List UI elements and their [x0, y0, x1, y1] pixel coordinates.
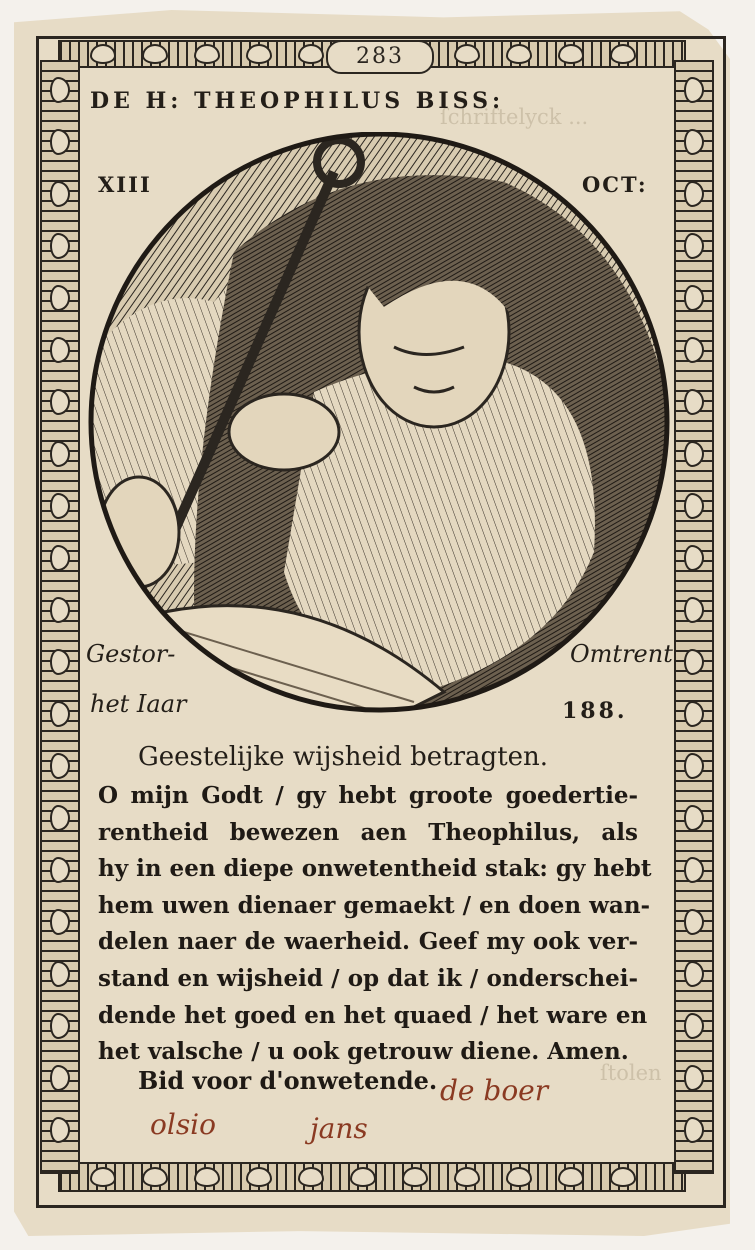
- prayer-heading: Geestelijke wijsheid betragten.: [138, 742, 549, 772]
- date-day: XIII: [98, 172, 152, 197]
- prayer-line: hem uwen dienaer gemaekt / en doen wan-: [98, 891, 651, 919]
- leaf-ornament: [246, 44, 272, 64]
- leaf-ornament: [194, 1167, 220, 1187]
- caption-died-left: Gestor-: [86, 640, 176, 668]
- prayer-line: dende het goed en het quaed / het ware en: [98, 1001, 648, 1029]
- date-month: OCT:: [582, 172, 648, 197]
- prayer-line: het valsche / u ook getrouw diene. Amen.: [98, 1038, 629, 1066]
- leaf-ornament: [454, 1167, 480, 1187]
- prayer-line: O mijn Godt / gy hebt groote goedertie-: [98, 782, 638, 809]
- leaf-ornament: [506, 44, 532, 64]
- leaf-ornament: [350, 1167, 376, 1187]
- handwritten-note-2: olsio: [150, 1108, 216, 1141]
- leaf-ornament: [298, 1167, 324, 1187]
- caption-year-number: 188.: [562, 698, 628, 724]
- caption-the-year: het Iaar: [90, 690, 187, 718]
- closing-line: Bid voor d'onwetende.: [138, 1066, 438, 1095]
- leaf-ornament: [506, 1167, 532, 1187]
- leaf-ornament: [142, 44, 168, 64]
- caption-about-right: Omtrent: [570, 640, 673, 668]
- prayer-text: [98, 778, 652, 1071]
- leaf-ornament: [610, 44, 636, 64]
- leaf-ornament: [90, 44, 116, 64]
- leaf-ornament: [402, 1167, 428, 1187]
- right-hand: [229, 394, 339, 470]
- saint-title: DE H: THEOPHILUS BISS:: [90, 88, 505, 114]
- leaf-ornament: [454, 44, 480, 64]
- page-number: 283: [326, 40, 434, 74]
- leaf-ornament: [298, 44, 324, 64]
- leaf-ornament: [90, 1167, 116, 1187]
- prayer-line: rentheid bewezen aen Theophilus, als: [98, 818, 638, 846]
- prayer-line: delen naer de waerheid. Geef my ook ver-: [98, 928, 638, 956]
- handwritten-note-1: de boer: [440, 1074, 549, 1107]
- leaf-ornament: [558, 1167, 584, 1187]
- saint-engraving-medallion: [84, 132, 674, 722]
- leaf-ornament: [558, 44, 584, 64]
- prayer-line: hy in een diepe onwetentheid stak: gy hebt: [98, 855, 652, 883]
- leaf-ornament: [246, 1167, 272, 1187]
- leaf-ornament: [610, 1167, 636, 1187]
- leaf-ornament: [142, 1167, 168, 1187]
- handwritten-note-3: jans: [310, 1112, 368, 1145]
- leaf-ornament: [194, 44, 220, 64]
- prayer-line: stand en wijsheid / op dat ik / onderschei-: [98, 964, 638, 992]
